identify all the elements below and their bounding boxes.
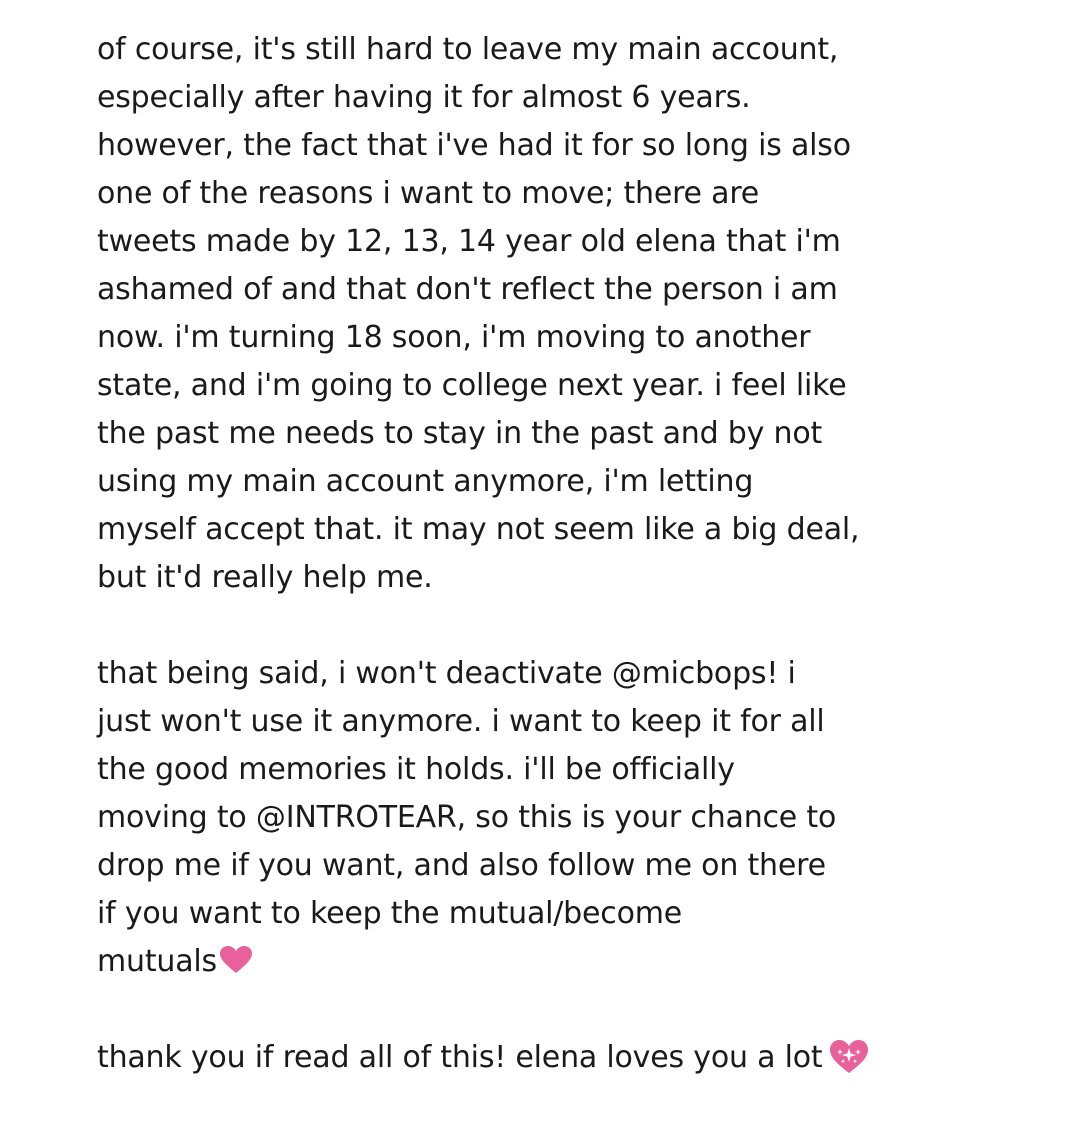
- text-line-with-sparkling-heart: [97, 1034, 997, 1082]
- sparkling-heart-icon: [829, 1039, 869, 1075]
- text-line: drop me if you want, and also follow me on there: [97, 848, 826, 883]
- text-line: the good memories it holds. i'll be officially: [97, 752, 735, 787]
- paragraph-gap: [97, 986, 997, 1034]
- text-line: state, and i'm going to college next year. i feel like: [97, 368, 847, 403]
- text-line: especially after having it for almost 6 years.: [97, 80, 751, 115]
- text-line-end: mutuals: [97, 944, 217, 979]
- text-line: if you want to keep the mutual/become: [97, 896, 683, 931]
- text-line-with-heart: [97, 938, 997, 986]
- text-line-end: thank you if read all of this! elena loves you a lot: [97, 1040, 823, 1075]
- text-line: using my main account anymore, i'm letting: [97, 464, 754, 499]
- note-body: [97, 26, 997, 1082]
- heart-icon: [219, 942, 253, 972]
- text-line: one of the reasons i want to move; there are: [97, 176, 760, 211]
- paragraph-1: [97, 26, 997, 602]
- text-line: just won't use it anymore. i want to keep it for all: [97, 704, 825, 739]
- text-line: moving to @INTROTEAR, so this is your chance to: [97, 800, 837, 835]
- paragraph-gap: [97, 602, 997, 650]
- text-line: but it'd really help me.: [97, 560, 433, 595]
- text-line: however, the fact that i've had it for so long is also: [97, 128, 851, 163]
- paragraph-2: [97, 650, 997, 986]
- text-line: of course, it's still hard to leave my main account,: [97, 32, 839, 67]
- text-line: tweets made by 12, 13, 14 year old elena that i'm: [97, 224, 841, 259]
- text-line: myself accept that. it may not seem like a big deal,: [97, 512, 860, 547]
- text-line: the past me needs to stay in the past and by not: [97, 416, 823, 451]
- text-line: ashamed of and that don't reflect the person i am: [97, 272, 838, 307]
- text-line: now. i'm turning 18 soon, i'm moving to another: [97, 320, 811, 355]
- paragraph-3: [97, 1034, 997, 1082]
- text-line: that being said, i won't deactivate @micbops! i: [97, 656, 796, 691]
